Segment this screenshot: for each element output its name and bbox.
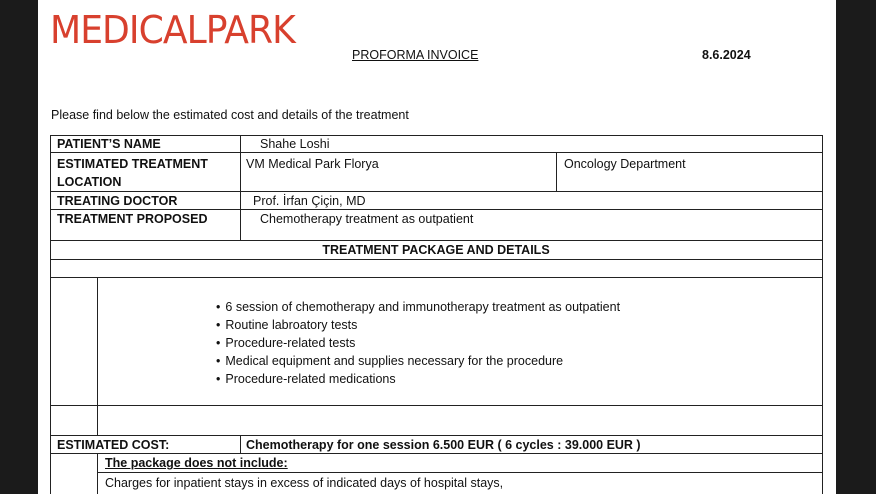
location-label-line2: LOCATION bbox=[57, 175, 122, 189]
cost-value: Chemotherapy for one session 6.500 EUR ( 6 cycles : 39.000 EUR ) bbox=[246, 438, 641, 452]
medicalpark-logo: MEDICALPARK bbox=[50, 8, 295, 52]
location-label-line1: ESTIMATED TREATMENT bbox=[57, 157, 208, 171]
treatment-value: Chemotherapy treatment as outpatient bbox=[260, 212, 474, 226]
invoice-page bbox=[38, 0, 836, 494]
doctor-value: Prof. İrfan Çiçin, MD bbox=[253, 194, 366, 208]
patient-name-label: PATIENT’S NAME bbox=[57, 137, 161, 151]
list-item: • Procedure-related medications bbox=[216, 370, 620, 388]
list-item: • 6 session of chemotherapy and immunotherapy treatment as outpatient bbox=[216, 298, 620, 316]
exclusions-item: Charges for inpatient stays in excess of indicated days of hospital stays, bbox=[105, 476, 504, 490]
package-items-list bbox=[216, 298, 620, 388]
document-title: PROFORMA INVOICE bbox=[352, 48, 479, 62]
package-heading: TREATMENT PACKAGE AND DETAILS bbox=[322, 243, 550, 257]
document-date: 8.6.2024 bbox=[702, 48, 751, 62]
department-value: Oncology Department bbox=[564, 157, 686, 171]
patient-name-value: Shahe Loshi bbox=[260, 137, 330, 151]
intro-text: Please find below the estimated cost and details of the treatment bbox=[51, 108, 409, 122]
list-item: • Routine labroatory tests bbox=[216, 316, 620, 334]
treatment-table bbox=[50, 135, 822, 494]
doctor-label: TREATING DOCTOR bbox=[57, 194, 178, 208]
cost-label: ESTIMATED COST: bbox=[57, 438, 170, 452]
treatment-label: TREATMENT PROPOSED bbox=[57, 212, 208, 226]
exclusions-heading: The package does not include: bbox=[105, 456, 288, 470]
location-value: VM Medical Park Florya bbox=[246, 157, 379, 171]
list-item: • Medical equipment and supplies necessary for the procedure bbox=[216, 352, 620, 370]
list-item: • Procedure-related tests bbox=[216, 334, 620, 352]
